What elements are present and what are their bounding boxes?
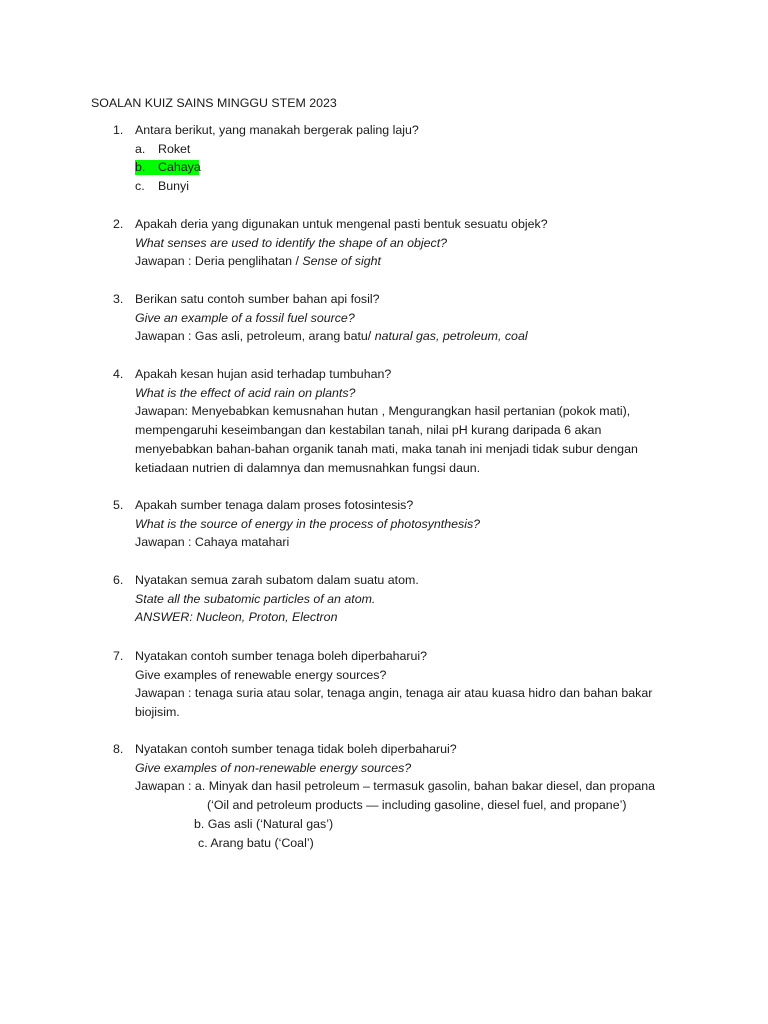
question-number: 7. [113,649,124,663]
question-number: 5. [113,498,124,512]
answer-malay: Jawapan : Deria penglihatan / [135,254,303,269]
option-text: Roket [158,141,191,156]
question-text: Antara berikut, yang manakah bergerak paling laju? [135,123,419,137]
answer-text [135,252,670,271]
question-text-english: What senses are used to identify the shape of an object? [135,235,448,250]
question-text-english: Give examples of renewable energy sources? [135,667,387,682]
option-text: Bunyi [158,179,189,194]
answer-line: menyebabkan bahan-bahan organik tanah mati, maka tanah ini menjadi tidak subur dengan [135,441,638,456]
question-text-english: Give examples of non-renewable energy sources? [135,760,412,775]
question-body [135,496,670,552]
answer-english: Sense of sight [302,254,381,269]
question-text-english: What is the effect of acid rain on plants? [135,385,356,400]
question-body [135,215,670,271]
answer-text: ANSWER: Nucleon, Proton, Electron [135,610,338,625]
answer-b: b. Gas asli (‘Natural gas’) [194,816,334,831]
option-text: Cahaya [158,160,201,175]
question-number: 4. [113,367,124,381]
question-body [135,121,670,196]
answer-english: natural gas, petroleum, coal [374,329,528,344]
answer-line: Jawapan: Menyebabkan kemusnahan hutan , Mengurangkan hasil pertanian (pokok mati), [135,404,631,419]
question-text: Nyatakan contoh sumber tenaga tidak boleh diperbaharui? [135,742,457,756]
option-c [135,177,670,196]
question-text: Nyatakan contoh sumber tenaga boleh diperbaharui? [135,649,428,663]
option-a [135,140,670,159]
question-text: Berikan satu contoh sumber bahan api fosil? [135,292,380,306]
option-letter: b. [135,160,146,175]
answer-line: ketiadaan nutrien di dalamnya dan memusnahkan fungsi daun. [135,460,481,475]
answer-text: Jawapan : Cahaya matahari [135,535,290,550]
question-text-english: Give an example of a fossil fuel source? [135,310,355,325]
option-letter: c. [135,179,145,194]
question-number: 1. [113,123,124,137]
answer-line: Jawapan : tenaga suria atau solar, tenaga angin, tenaga air atau kuasa hidro dan bahan bakar [135,686,653,701]
question-body [135,290,670,346]
question-text: Apakah kesan hujan asid terhadap tumbuhan? [135,367,392,381]
question-text: Nyatakan semua zarah subatom dalam suatu atom. [135,573,419,587]
question-number: 3. [113,292,124,306]
option-letter: a. [135,141,146,156]
question-text-english: State all the subatomic particles of an atom. [135,591,376,606]
question-body [135,740,670,852]
question-text: Apakah deria yang digunakan untuk mengenal pasti bentuk sesuatu objek? [135,217,548,231]
question-body [135,647,670,722]
question-body [135,571,670,627]
answer-text: Jawapan : a. Minyak dan hasil petroleum – termasuk gasolin, bahan bakar diesel, dan propana [135,779,656,794]
option-b-correct [135,158,670,177]
question-body [135,365,670,477]
answer-malay: Jawapan : Gas asli, petroleum, arang batu/ [135,329,375,344]
answer-text [135,327,670,346]
document-title: SOALAN KUIZ SAINS MINGGU STEM 2023 [91,96,337,110]
question-number: 2. [113,217,124,231]
question-text-english: What is the source of energy in the process of photosynthesis? [135,516,481,531]
answer-c: c. Arang batu (‘Coal’) [198,835,314,850]
question-text: Apakah sumber tenaga dalam proses fotosintesis? [135,498,414,512]
question-number: 6. [113,573,124,587]
answer-line: mempengaruhi keseimbangan dan kestabilan tanah, nilai pH kurang daripada 6 akan [135,423,602,438]
question-number: 8. [113,742,124,756]
answer-line: biojisim. [135,705,180,720]
answer-a-english: (‘Oil and petroleum products — including gasoline, diesel fuel, and propane’) [207,798,627,813]
